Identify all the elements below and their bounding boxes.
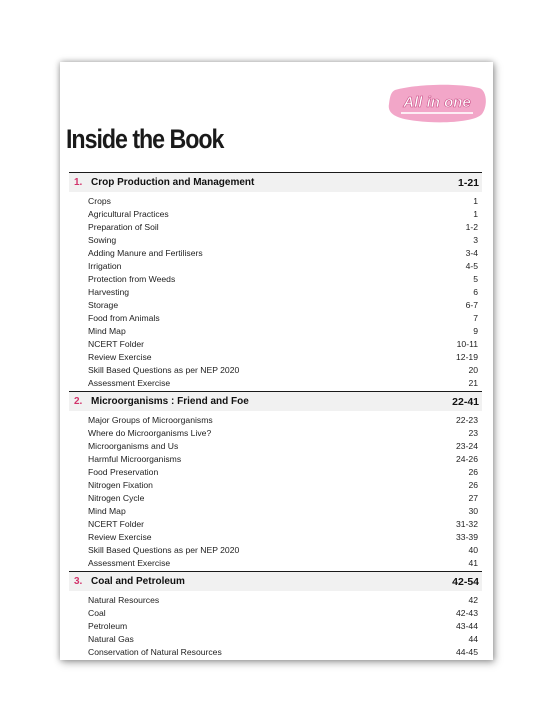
topic-title: Protection from Weeds [88, 273, 176, 284]
topic-row [69, 452, 482, 465]
topic-row [69, 491, 482, 504]
topic-title: Microorganisms and Us [88, 440, 179, 451]
topic-row [69, 632, 482, 645]
topic-title: Natural Resources [88, 594, 160, 605]
topic-title: Adding Manure and Fertilisers [88, 247, 203, 258]
topic-title: Nitrogen Fixation [88, 479, 153, 490]
topic-pages: 23 [468, 427, 478, 438]
topic-pages: 26 [468, 479, 478, 490]
topic-pages: 5 [473, 273, 478, 284]
topic-pages: 41 [468, 557, 478, 568]
topic-row [69, 426, 482, 439]
topic-title: NCERT Folder [88, 518, 145, 529]
topic-pages: 27 [468, 492, 478, 503]
topic-pages: 30 [468, 505, 478, 516]
topic-row [69, 246, 482, 259]
topic-pages: 6 [473, 286, 478, 297]
chapter-title: Crop Production and Management [91, 177, 255, 188]
topic-title: Agricultural Practices [88, 208, 169, 219]
topic-pages: 44-45 [456, 646, 478, 657]
topic-title: Food Preservation [88, 466, 159, 477]
topic-title: Nitrogen Cycle [88, 492, 145, 503]
topic-title: Irrigation [88, 260, 122, 271]
topic-title: Petroleum [88, 620, 128, 631]
allinone-logo [387, 84, 487, 124]
topic-pages: 31-32 [456, 518, 478, 529]
topic-title: Mind Map [88, 325, 126, 336]
topic-pages: 12-19 [456, 351, 478, 362]
topic-list [69, 591, 482, 660]
chapter-title: Coal and Petroleum [91, 576, 185, 587]
chapter-pages: 1-21 [457, 176, 479, 189]
topic-title: Conservation of Natural Resources [88, 646, 222, 657]
chapter-row [69, 391, 482, 411]
topic-row [69, 517, 482, 530]
topic-row [69, 259, 482, 272]
topic-pages: 33-39 [456, 531, 478, 542]
topic-title: Major Groups of Microorganisms [88, 414, 213, 425]
topic-title: Food from Animals [88, 312, 160, 323]
topic-pages: 3-4 [465, 247, 478, 258]
topic-title: Natural Gas [88, 633, 134, 644]
topic-row [69, 298, 482, 311]
topic-pages: 7 [473, 312, 478, 323]
topic-title: Assessment Exercise [88, 377, 171, 388]
topic-row [69, 220, 482, 233]
topic-pages: 40 [468, 544, 478, 555]
topic-title: Review Exercise [88, 351, 152, 362]
topic-row [69, 337, 482, 350]
topic-row [69, 645, 482, 658]
topic-row [69, 439, 482, 452]
chapter-row [69, 172, 482, 192]
topic-row [69, 376, 482, 389]
chapter-number: 2. [74, 396, 83, 407]
topic-title: Assessment Exercise [88, 557, 171, 568]
topic-row [69, 593, 482, 606]
topic-title: Harmful Microorganisms [88, 453, 182, 464]
topic-title: Sowing [88, 234, 117, 245]
topic-pages: 1-2 [465, 221, 478, 232]
chapter-number: 1. [74, 177, 83, 188]
topic-pages: 4-5 [465, 260, 478, 271]
topic-pages: 10-11 [456, 338, 478, 349]
topic-title: Review Exercise [88, 531, 152, 542]
topic-pages: 26 [468, 466, 478, 477]
topic-pages: 6-7 [465, 299, 478, 310]
topic-list [69, 192, 482, 391]
chapter-row [69, 571, 482, 591]
topic-row [69, 530, 482, 543]
topic-row [69, 619, 482, 632]
topic-row [69, 194, 482, 207]
topic-list [69, 411, 482, 571]
svg-text:All in one: All in one [403, 94, 471, 111]
topic-title: Preparation of Soil [88, 221, 159, 232]
topic-row [69, 543, 482, 556]
topic-pages: 42 [468, 594, 478, 605]
topic-row [69, 363, 482, 376]
topic-title: NCERT Folder [88, 338, 145, 349]
topic-title: Coal [88, 607, 106, 618]
topic-title: Storage [88, 299, 119, 310]
book-page [60, 62, 493, 660]
topic-pages: 43-44 [456, 620, 478, 631]
topic-title: Skill Based Questions as per NEP 2020 [88, 364, 240, 375]
topic-pages: 21 [468, 377, 478, 388]
topic-row [69, 478, 482, 491]
topic-pages: 1 [473, 208, 478, 219]
topic-pages: 44 [468, 633, 478, 644]
topic-row [69, 350, 482, 363]
topic-row [69, 413, 482, 426]
topic-row [69, 207, 482, 220]
topic-pages: 22-23 [456, 414, 478, 425]
topic-row [69, 311, 482, 324]
topic-title: Mind Map [88, 505, 126, 516]
chapter-pages: 22-41 [452, 395, 479, 408]
topic-row [69, 465, 482, 478]
topic-title: Crops [88, 195, 111, 206]
topic-pages: 20 [468, 364, 478, 375]
topic-row [69, 606, 482, 619]
chapter-number: 3. [74, 576, 83, 587]
topic-pages: 42-43 [456, 607, 478, 618]
topic-title: Harvesting [88, 286, 130, 297]
topic-pages: 9 [473, 325, 478, 336]
topic-pages: 3 [473, 234, 478, 245]
topic-pages: 1 [473, 195, 478, 206]
topic-row [69, 324, 482, 337]
logo-badge-icon [387, 84, 487, 124]
topic-row [69, 272, 482, 285]
topic-title: Where do Microorganisms Live? [88, 427, 212, 438]
topic-title: Skill Based Questions as per NEP 2020 [88, 544, 240, 555]
topic-row [69, 556, 482, 569]
chapter-pages: 42-54 [452, 575, 479, 588]
topic-row [69, 285, 482, 298]
table-of-contents [69, 172, 482, 660]
topic-row [69, 504, 482, 517]
topic-pages: 24-26 [456, 453, 478, 464]
topic-row [69, 233, 482, 246]
page-title: Inside the Book [66, 124, 224, 154]
chapter-title: Microorganisms : Friend and Foe [91, 396, 249, 407]
topic-pages: 23-24 [456, 440, 478, 451]
